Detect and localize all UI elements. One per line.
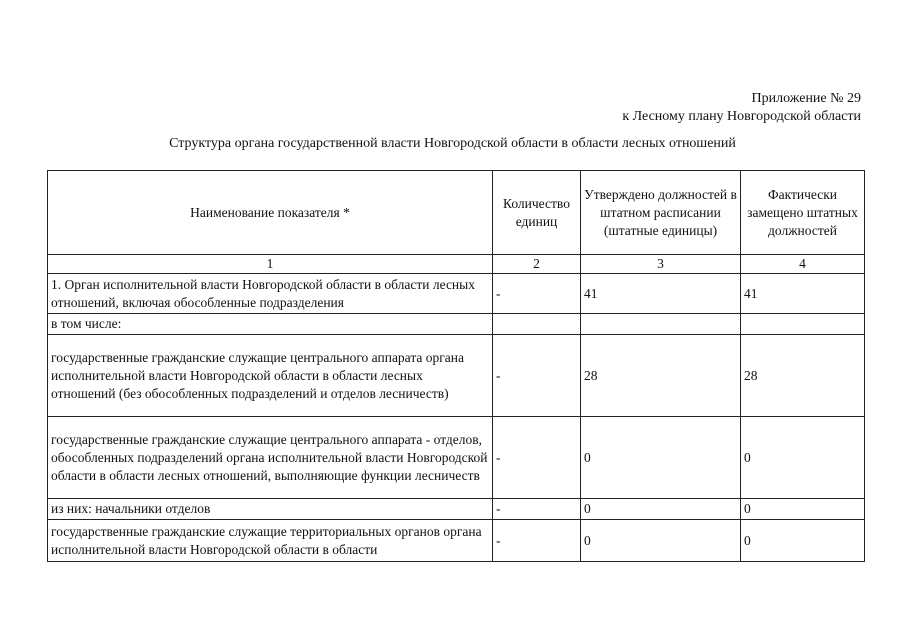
row-approved: 41	[581, 274, 741, 314]
table-row	[48, 335, 865, 417]
row-name: в том числе:	[48, 314, 493, 335]
appendix-reference: к Лесному плану Новгородской области	[622, 109, 861, 124]
row-units: -	[493, 274, 581, 314]
column-number: 2	[493, 255, 581, 274]
row-units: -	[493, 417, 581, 499]
structure-table	[47, 170, 865, 562]
row-approved: 28	[581, 335, 741, 417]
header-actual-positions: Фактически замещено штатных должностей	[741, 171, 865, 255]
row-name: из них: начальники отделов	[48, 499, 493, 520]
table-row	[48, 499, 865, 520]
row-units: -	[493, 335, 581, 417]
row-approved: 0	[581, 520, 741, 562]
table-row	[48, 274, 865, 314]
row-units: -	[493, 520, 581, 562]
row-units	[493, 314, 581, 335]
column-number-row	[48, 255, 865, 274]
row-actual: 0	[741, 417, 865, 499]
document-title: Структура органа государственной власти Новгородской области в области лесных отношений	[169, 136, 736, 151]
column-number: 4	[741, 255, 865, 274]
header-approved-positions: Утверждено должностей в штатном расписании (штатные единицы)	[581, 171, 741, 255]
row-actual: 0	[741, 520, 865, 562]
header-indicator-name: Наименование показателя *	[48, 171, 493, 255]
appendix-number: Приложение № 29	[751, 91, 861, 106]
row-units: -	[493, 499, 581, 520]
row-name: государственные гражданские служащие территориальных органов органа исполнительной власти Новгородской области в области	[48, 520, 493, 562]
row-name: 1. Орган исполнительной власти Новгородской области в области лесных отношений, включая обособленные подразделения	[48, 274, 493, 314]
row-name: государственные гражданские служащие центрального аппарата - отделов, обособленных подразделений органа исполнительной власти Новгородской области в области лесных отношений, выполняющие функции лесничеств	[48, 417, 493, 499]
appendix-header	[622, 90, 861, 126]
row-approved: 0	[581, 417, 741, 499]
row-actual: 0	[741, 499, 865, 520]
row-approved: 0	[581, 499, 741, 520]
table-row	[48, 417, 865, 499]
table-row	[48, 314, 865, 335]
table-row	[48, 520, 865, 562]
column-number: 3	[581, 255, 741, 274]
row-actual	[741, 314, 865, 335]
table-header-row	[48, 171, 865, 255]
column-number: 1	[48, 255, 493, 274]
row-actual: 28	[741, 335, 865, 417]
row-approved	[581, 314, 741, 335]
row-name: государственные гражданские служащие центрального аппарата органа исполнительной власти Новгородской области в области лесных отношений (без обособленных подразделений и отделов лесничеств)	[48, 335, 493, 417]
row-actual: 41	[741, 274, 865, 314]
header-unit-count: Количество единиц	[493, 171, 581, 255]
